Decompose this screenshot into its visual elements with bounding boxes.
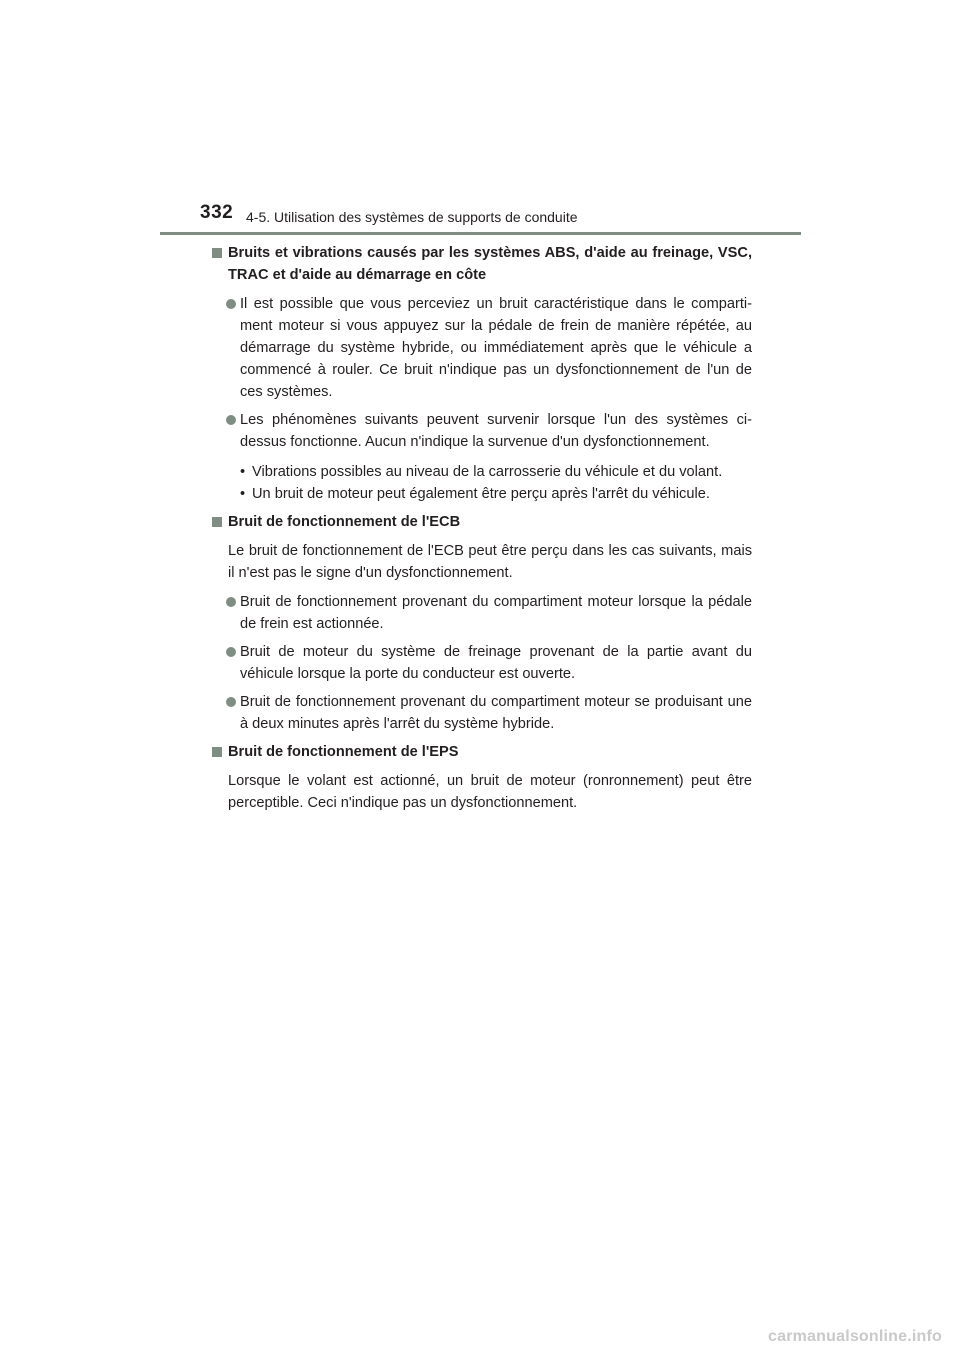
sub-list-item bbox=[209, 483, 752, 505]
section-text: Lorsque le volant est actionné, un bruit de moteur (ronronnement) peut être perceptible. Ceci n'indique pas un dysfonctionnement. bbox=[228, 773, 752, 811]
list-item bbox=[209, 409, 752, 453]
section-eps-noise bbox=[209, 741, 752, 814]
list-item bbox=[209, 293, 752, 403]
dot-icon: • bbox=[240, 486, 246, 502]
list-item-text: Bruit de fonctionnement provenant du compartiment moteur lorsque la pédale de frein est actionnée. bbox=[240, 594, 752, 632]
circle-bullet-icon bbox=[226, 697, 236, 707]
section-ecb-noise bbox=[209, 511, 752, 735]
section-heading bbox=[209, 511, 752, 533]
sub-list-item-text: Vibrations possibles au niveau de la carrosserie du véhicule et du volant. bbox=[252, 464, 723, 480]
list-item bbox=[209, 641, 752, 685]
section-heading-text: Bruit de fonctionnement de l'EPS bbox=[228, 744, 459, 760]
dot-icon: • bbox=[240, 464, 246, 480]
circle-bullet-icon bbox=[226, 647, 236, 657]
list-item-text: Les phénomènes suivants peuvent survenir lorsque l'un des systèmes ci-dessus fonctionne. Aucun n'indique la survenue d'un dysfonctionnement. bbox=[240, 412, 752, 450]
chapter-title: 4-5. Utilisation des systèmes de supports de conduite bbox=[246, 209, 578, 225]
list-item-text: Bruit de fonctionnement provenant du compartiment moteur se produisant une à deux minutes après l'arrêt du système hybride. bbox=[240, 694, 752, 732]
list-item-text: Il est possible que vous perceviez un bruit caractéristique dans le comparti-ment moteur si vous appuyez sur la pédale de frein de manière répétée, au démarrage du système hybride, ou immédiatement après que le véhicule a commencé à rouler. Ce bruit n'indique pas un dysfonctionnement de l'un de ces systèmes. bbox=[240, 296, 752, 400]
list-item bbox=[209, 691, 752, 735]
page-content bbox=[209, 242, 752, 821]
page-header bbox=[0, 0, 960, 240]
circle-bullet-icon bbox=[226, 415, 236, 425]
header-rule bbox=[160, 232, 801, 235]
section-heading-text: Bruit de fonctionnement de l'ECB bbox=[228, 514, 461, 530]
watermark: carmanualsonline.info bbox=[768, 1328, 943, 1345]
sub-list-item bbox=[209, 461, 752, 483]
circle-bullet-icon bbox=[226, 597, 236, 607]
list-item-text: Bruit de moteur du système de freinage provenant de la partie avant du véhicule lorsque la porte du conducteur est ouverte. bbox=[240, 644, 752, 682]
circle-bullet-icon bbox=[226, 299, 236, 309]
square-icon bbox=[212, 248, 222, 258]
section-heading bbox=[209, 242, 752, 286]
section-text: Le bruit de fonctionnement de l'ECB peut être perçu dans les cas suivants, mais il n'est pas le signe d'un dysfonctionnement. bbox=[228, 543, 752, 581]
list-item bbox=[209, 591, 752, 635]
square-icon bbox=[212, 517, 222, 527]
section-abs-noise bbox=[209, 242, 752, 505]
sub-list bbox=[209, 461, 752, 505]
section-heading-text: Bruits et vibrations causés par les systèmes ABS, d'aide au freinage, VSC, TRAC et d'aide au démarrage en côte bbox=[228, 245, 752, 283]
sub-list-item-text: Un bruit de moteur peut également être perçu après l'arrêt du véhicule. bbox=[252, 486, 710, 502]
page-number: 332 bbox=[200, 202, 234, 223]
section-heading bbox=[209, 741, 752, 763]
square-icon bbox=[212, 747, 222, 757]
